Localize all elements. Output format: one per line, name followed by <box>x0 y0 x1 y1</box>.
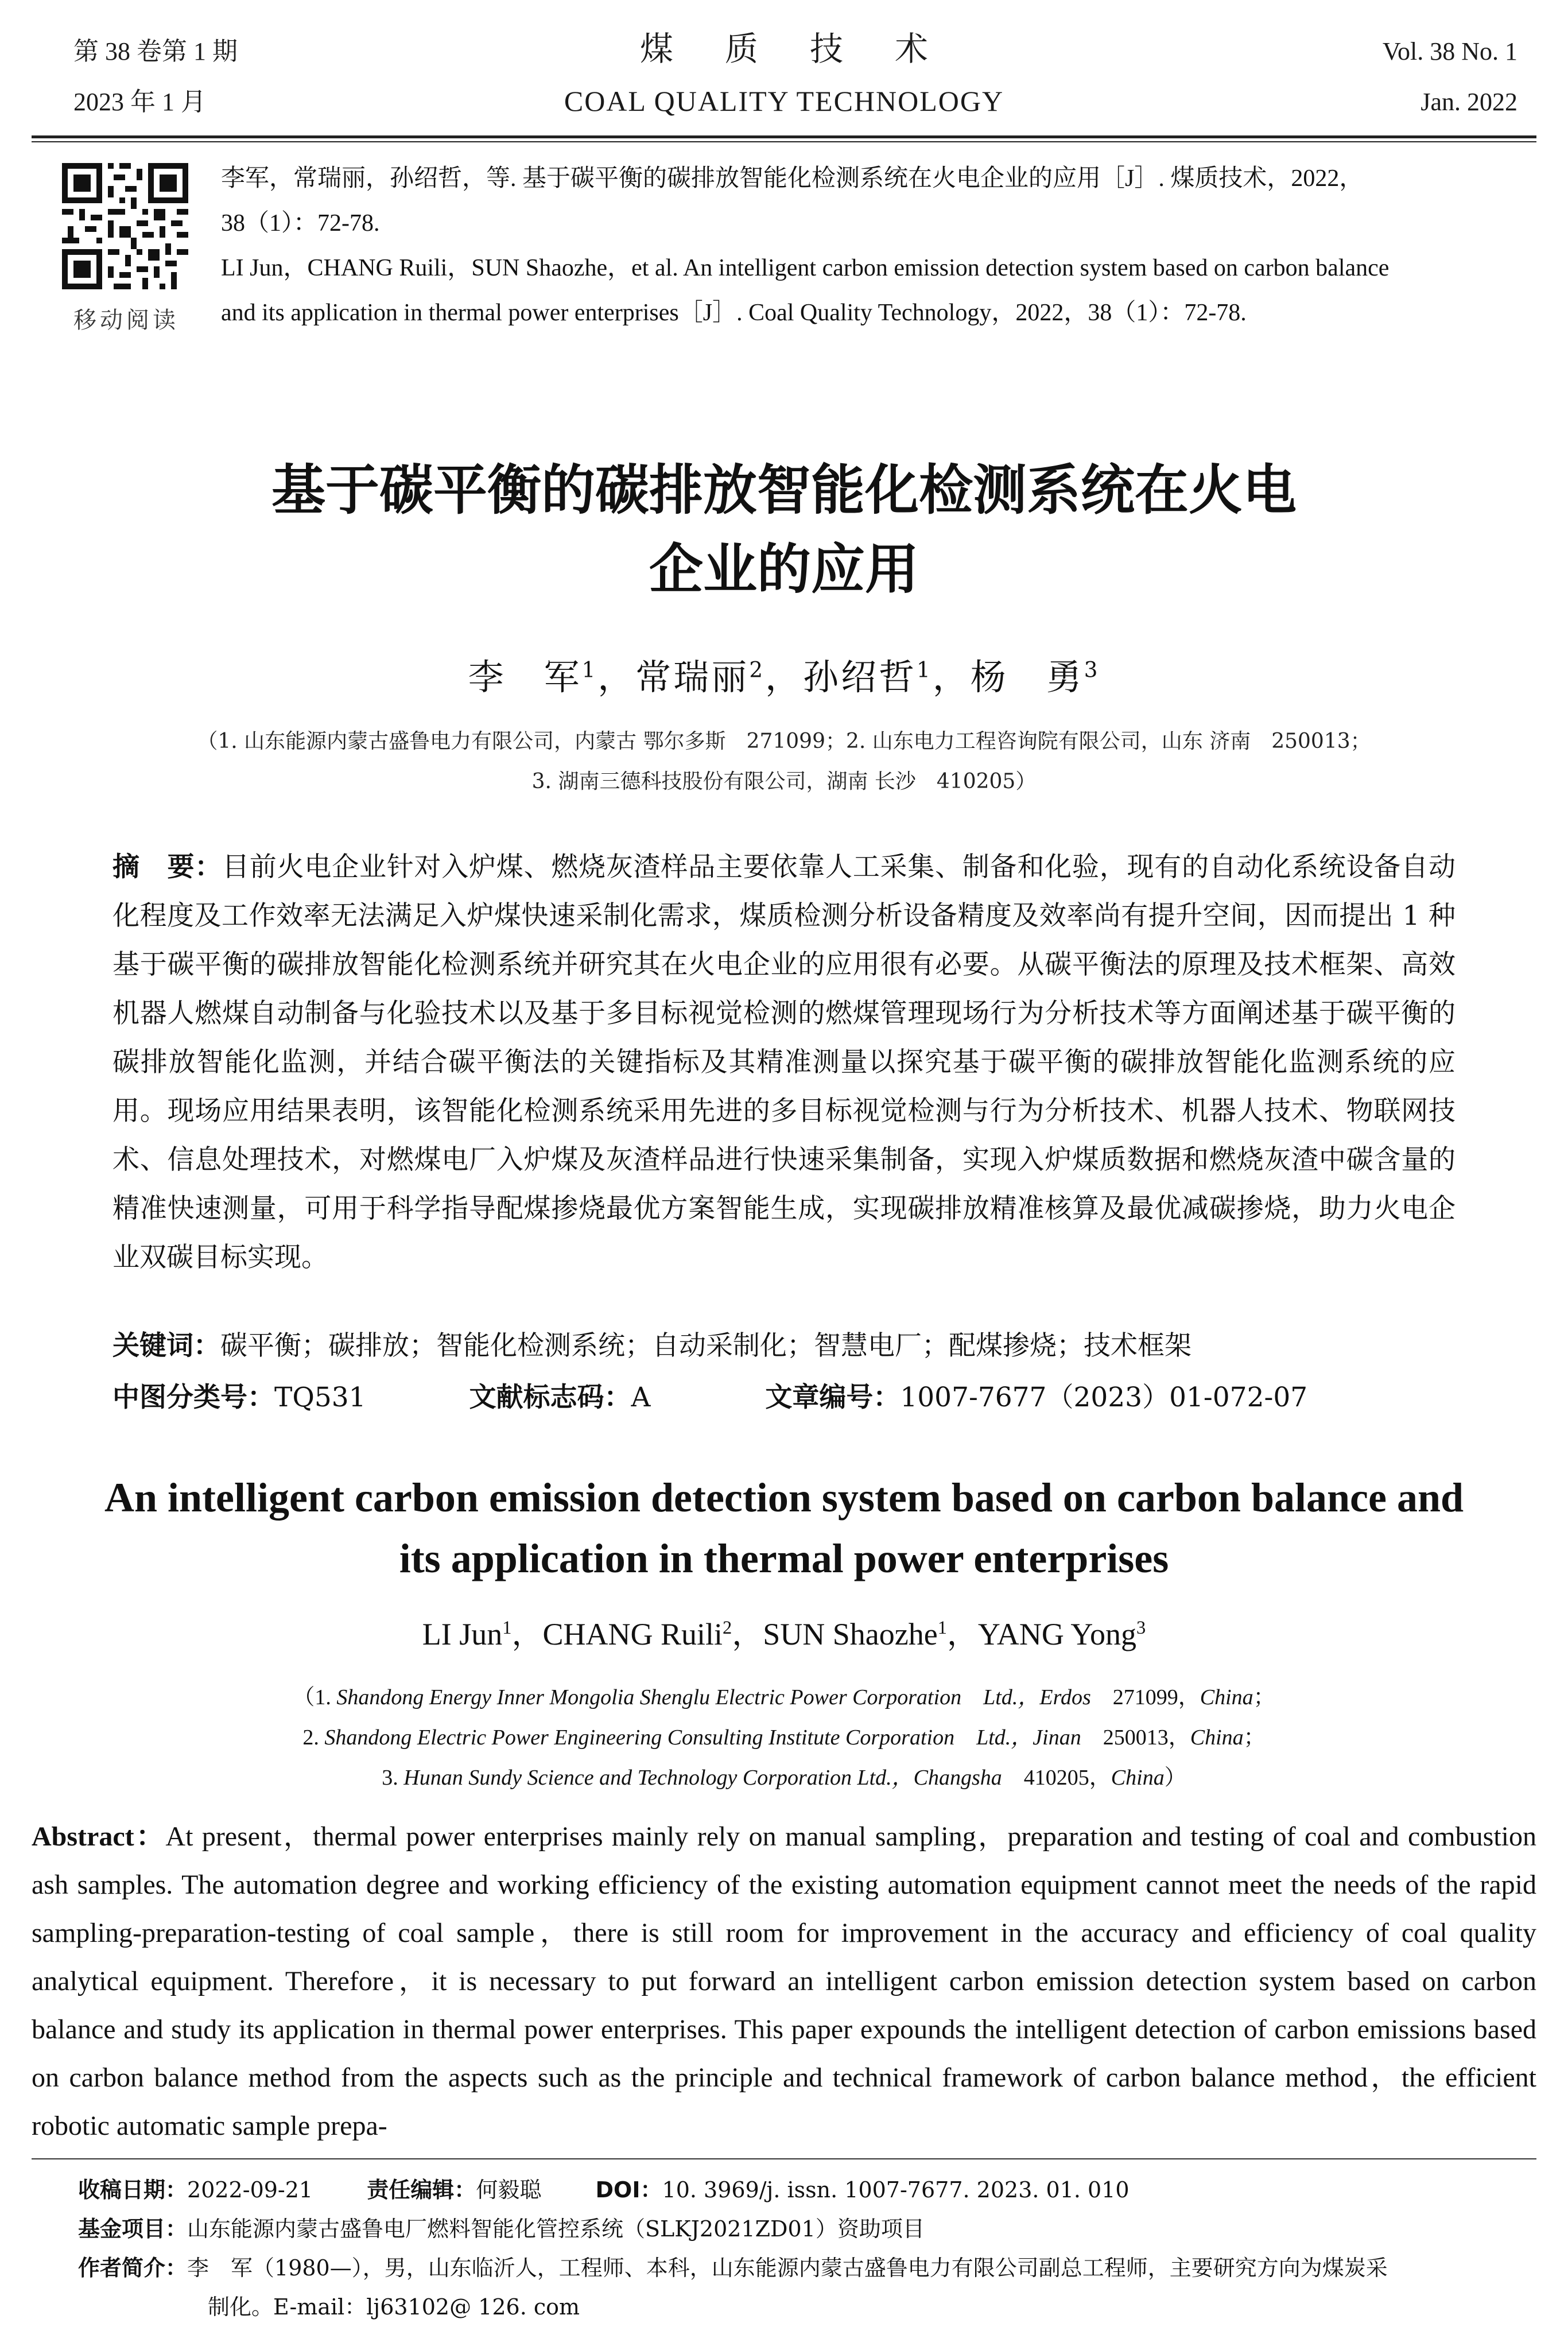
keywords-cn <box>112 1321 1456 1370</box>
author-name: SUN Shaozhe <box>763 1617 938 1651</box>
qr-code-icon[interactable] <box>62 163 188 289</box>
affiliation-en-1: （1. Shandong Energy Inner Mongolia Shenglu Electric Power Corporation Ltd.，Erdos 271099，China； <box>293 1685 1275 1709</box>
separator: ， <box>597 656 636 698</box>
abstract-en <box>32 1813 1536 2150</box>
citation-cn-line2: 38（1）：72-78. <box>221 210 380 236</box>
paper-title-en-line2: its application in thermal power enterprises <box>399 1535 1169 1581</box>
date-cn: 2023 年 1 月 <box>73 88 206 116</box>
abstract-cn-text: 目前火电企业针对入炉煤、燃烧灰渣样品主要依靠人工采集、制备和化验，现有的自动化系统设备自动化程度及工作效率无法满足入炉煤快速采制化需求，煤质检测分析设备精度及效率尚有提升空间，因而提出 1 种基于碳平衡的碳排放智能化检测系统并研究其在火电企业的应用很有必要。从碳平衡法的原理及技术框架、高效机器人燃煤自动制备与化验技术以及基于多目标视觉检测的燃煤管理现场行为分析技术等方面阐述基于碳平衡的碳排放智能化监测，并结合碳平衡法的关键指标及其精准测量以探究基于碳平衡的碳排放智能化监测系统的应用。现场应用结果表明，该智能化检测系统采用先进的多目标视觉检测与行为分析技术、机器人技术、物联网技术、信息处理技术，对燃煤电厂入炉煤及灰渣样品进行快速采集制备，实现入炉煤质数据和燃烧灰渣中碳含量的精准快速测量，可用于科学指导配煤掺烧最优方案智能生成，实现碳排放精准核算及最优减碳掺烧，助力火电企业双碳目标实现。 <box>112 851 1456 1273</box>
paper-title-cn-line1: 基于碳平衡的碳排放智能化检测系统在火电 <box>271 459 1297 522</box>
keywords-cn-text: 碳平衡；碳排放；智能化检测系统；自动采制化；智慧电厂；配煤掺烧；技术框架 <box>220 1330 1191 1362</box>
citation-cn-line1: 李军，常瑞丽，孙绍哲，等. 基于碳平衡的碳排放智能化检测系统在火电企业的应用［J］. 煤质技术，2022， <box>221 165 1364 192</box>
volume-issue-en: Vol. 38 No. 1 <box>1382 37 1517 65</box>
affiliation-mark: 1 <box>502 1618 512 1638</box>
author-name: LI Jun <box>422 1617 503 1651</box>
clc-label: 中图分类号： <box>112 1382 274 1413</box>
author-name: 杨 勇 <box>970 656 1084 698</box>
footnote-author-bio-cont <box>208 2288 1528 2326</box>
doc-code-label: 文献标志码： <box>469 1382 631 1413</box>
affiliation-en-2: 2. Shandong Electric Power Engineering Consulting Institute Corporation Ltd.，Jinan 250013，China； <box>302 1725 1266 1750</box>
article-number-label: 文章编号： <box>765 1382 901 1413</box>
article-number-value: 1007-7677（2023）01-072-07 <box>900 1382 1308 1413</box>
abstract-en-text: At present，thermal power enterprises mainly rely on manual sampling，preparation and testing of coal and combustion ash samples. The automation degree and working efficiency of the existing automation equipment cannot meet the needs of the rapid sampling-preparation-testing of coal sample，there is still room for improvement in the accuracy and efficiency of coal quality analytical equipment. Therefore，it is necessary to put forward an intelligent carbon emission detection system based on carbon balance and study its application in thermal power enterprises. This paper expounds the intelligent detection of carbon emissions based on carbon balance method from the aspects such as the principle and technical framework of carbon balance method，the efficient robotic automatic sample prepa- <box>32 1821 1536 2141</box>
affiliation-mark: 2 <box>723 1618 732 1638</box>
affiliation-mark: 1 <box>917 657 933 683</box>
date-en: Jan. 2022 <box>1420 88 1517 116</box>
author-list-cn <box>0 649 1568 700</box>
paper-title-en-line1: An intelligent carbon emission detection system based on carbon balance and <box>104 1475 1464 1521</box>
footnote-received: 收稿日期：2022-09-21 责任编辑：何毅聪 DOI：10. 3969/j. issn. 1007-7677. 2023. 01. 010 <box>78 2177 1130 2202</box>
separator: ， <box>932 656 971 698</box>
affiliation-en-3: 3. Hunan Sundy Science and Technology Corporation Ltd.，Changsha 410205，China） <box>382 1766 1186 1790</box>
citation-en-line2: and its application in thermal power enterprises［J］. Coal Quality Technology，2022，38（1）：72-78. <box>221 300 1247 326</box>
volume-issue-cn: 第 38 卷第 1 期 <box>73 37 238 65</box>
abstract-cn-label: 摘 要： <box>112 851 223 883</box>
affiliation-mark: 3 <box>1084 657 1100 683</box>
mobile-read-label: 移动阅读 <box>73 307 179 334</box>
header-rule-thin <box>32 141 1536 142</box>
author-name: 孙绍哲 <box>803 656 917 698</box>
author-name: 李 军 <box>468 656 582 698</box>
footnote-author-bio: 作者简介：李 军（1980—），男，山东临沂人，工程师、本科，山东能源内蒙古盛鲁电力有限公司副总工程师，主要研究方向为煤炭采 <box>78 2255 1388 2281</box>
author-name: CHANG Ruili <box>542 1617 723 1651</box>
separator: ， <box>511 1617 543 1651</box>
separator: ， <box>764 656 803 698</box>
classification-row <box>112 1373 1456 1422</box>
affiliation-mark: 3 <box>1136 1618 1146 1638</box>
abstract-en-label: Abstract： <box>32 1821 166 1852</box>
citation-en-line1: LI Jun，CHANG Ruili，SUN Shaozhe，et al. An intelligent carbon emission detection system based on carbon balance <box>221 255 1390 281</box>
doc-code-value: A <box>631 1382 651 1413</box>
affiliations-cn-line1: （1. 山东能源内蒙古盛鲁电力有限公司，内蒙古 鄂尔多斯 271099；2. 山东电力工程咨询院有限公司，山东 济南 250013； <box>197 730 1371 753</box>
clc-value: TQ531 <box>274 1382 366 1413</box>
author-name: 常瑞丽 <box>635 656 750 698</box>
author-email[interactable]: 制化。E-mail：lj63102@ 126. com <box>208 2294 580 2320</box>
affiliation-mark: 1 <box>581 657 598 683</box>
abstract-cn <box>112 843 1456 1282</box>
journal-name-cn: 煤质技术 <box>639 30 980 68</box>
separator: ， <box>732 1617 763 1651</box>
footnote-rule <box>32 2158 1536 2159</box>
affiliation-mark: 1 <box>937 1618 947 1638</box>
author-name: YANG Yong <box>977 1617 1136 1651</box>
header-rule <box>32 135 1536 138</box>
keywords-cn-label: 关键词： <box>112 1330 220 1362</box>
journal-name-en: COAL QUALITY TECHNOLOGY <box>564 85 1004 117</box>
separator: ， <box>946 1617 978 1651</box>
affiliations-cn-line2: 3. 湖南三德科技股份有限公司，湖南 长沙 410205） <box>531 770 1037 793</box>
affiliation-mark: 2 <box>749 657 765 683</box>
paper-title-cn-line2: 企业的应用 <box>649 538 919 601</box>
footnote-fund: 基金项目：山东能源内蒙古盛鲁电厂燃料智能化管控系统（SLKJ2021ZD01）资助项目 <box>78 2216 925 2242</box>
author-list-en <box>0 1610 1568 1654</box>
